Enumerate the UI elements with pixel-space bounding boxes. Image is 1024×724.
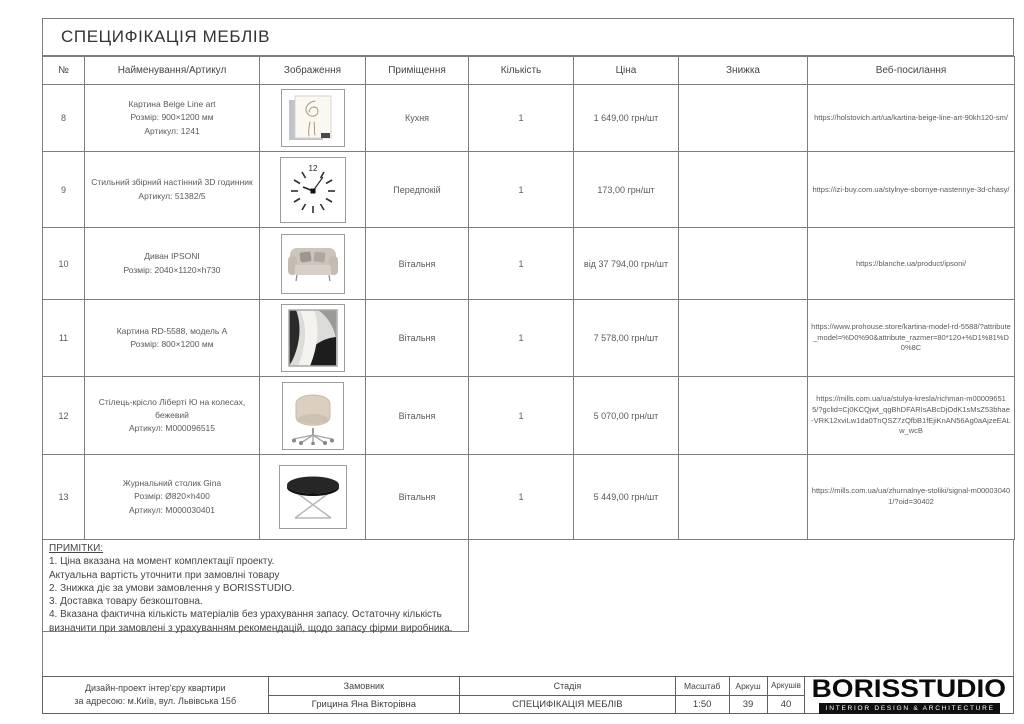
customer-cell [269,677,461,713]
quantity-cell: 1 [469,228,574,300]
stage-value: СПЕЦИФІКАЦІЯ МЕБЛІВ [512,698,623,710]
link-cell [808,85,1015,152]
product-link[interactable]: https://mills.com.ua/ua/zhurnalnye-stoliki/signal-m000030401/?oid=30402 [811,486,1011,506]
item-name-cell [85,85,260,152]
table-row [43,152,1015,228]
item-name-cell [85,300,260,377]
page-title: СПЕЦИФІКАЦІЯ МЕБЛІВ [61,27,271,46]
item-name: Журнальний столик Gina [122,478,222,489]
row-number-cell: 13 [43,455,85,540]
item-image-cell [260,152,366,228]
product-link[interactable]: https://holstovich.art/ua/kartina-beige-line-art-90kh120-sm/ [814,113,1008,123]
item-name-cell [85,228,260,300]
product-link[interactable]: https://izi-buy.com.ua/stylnye-sbornye-nastennye-3d-chasy/ [812,184,1010,194]
room-cell: Вітальня [366,228,469,300]
note-line: Актуальна вартість уточнити при замовлні товару [49,569,280,581]
project-line1: Дизайн-проект інтер'єру квартири [84,682,226,693]
discount-cell [679,152,808,228]
link-cell [808,377,1015,455]
item-article: Артикул: M000096515 [128,423,216,434]
title-block-footer [42,676,1014,714]
sheets-label: Аркушів [768,677,805,696]
scale-value: 1:50 [692,698,712,710]
column-header-room: Приміщення [366,57,469,85]
product-image-sofa [281,234,345,294]
column-header-name: Найменування/Артикул [85,57,260,85]
sheet-value: 39 [742,698,754,710]
studio-logo [805,674,1013,713]
row-number-cell: 11 [43,300,85,377]
note-line: визначити при замовлені з урахуванням рекомендацій, щодо запасу фірми виробника. [49,622,453,634]
item-size: Розмір: 900×1200 мм [130,112,214,123]
note-line: 2. Знижка діє за умови замовлення у BORISSTUDIO. [49,582,295,594]
item-image-cell [260,377,366,455]
discount-cell [679,377,808,455]
link-cell [808,152,1015,228]
link-cell [808,300,1015,377]
link-cell [808,455,1015,540]
item-size: Розмір: 800×1200 мм [130,339,214,349]
quantity-cell: 1 [469,455,574,540]
table-row [43,455,1015,540]
quantity-cell: 1 [469,300,574,377]
customer-label: Замовник [269,677,460,696]
sheet-label: Аркуш [730,677,767,696]
quantity-cell: 1 [469,152,574,228]
item-image-cell [260,228,366,300]
item-article: Артикул: 51382/5 [138,190,206,201]
room-cell: Вітальня [366,455,469,540]
price-cell: від 37 794,00 грн/шт [574,228,679,300]
discount-cell [679,300,808,377]
sheets-total-cell [768,677,806,713]
row-number-cell: 12 [43,377,85,455]
item-article: Артикул: M000030401 [128,504,216,515]
price-cell: 5 070,00 грн/шт [574,377,679,455]
item-name-cell [85,455,260,540]
table-row [43,377,1015,455]
logo-text: BORISSTUDIO [811,674,1007,703]
item-name: Диван IPSONI [144,251,200,262]
quantity-cell: 1 [469,85,574,152]
notes-box [42,539,469,632]
link-cell [808,228,1015,300]
scale-cell [676,677,730,713]
item-name: Стілець-крісло Ліберті Ю на колесах, бежевий [98,396,246,420]
column-header-discount: Знижка [679,57,808,85]
item-size: Розмір: 2040×1120×h730 [123,264,221,275]
product-image-wall-clock [280,157,346,223]
header-row [43,57,1015,85]
product-image-coffee-table [279,465,347,529]
item-name: Картина RD-5588, модель А [116,325,228,336]
quantity-cell: 1 [469,377,574,455]
item-name-cell [85,152,260,228]
price-cell: 1 649,00 грн/шт [574,85,679,152]
spec-table [42,56,1015,540]
note-line: 4. Вказана фактична кількість матеріалів без урахування запасу. Остаточну кількість [49,609,442,621]
item-article: Артикул: 1241 [144,125,200,136]
item-image-cell [260,455,366,540]
discount-cell [679,455,808,540]
product-image-office-chair [282,382,344,450]
room-cell: Передпокій [366,152,469,228]
room-cell: Вітальня [366,300,469,377]
project-info [43,677,269,713]
logo-tagline: INTERIOR DESIGN & ARCHITECTURE [819,703,1000,714]
item-size: Розмір: Ø820×h400 [134,491,210,502]
product-link[interactable]: https://www.prohouse.store/kartina-model-rd-5588/?attribute_model=%D0%90&attribute_razmer=80*120+%D1%81%D0%8C [811,321,1011,353]
stage-cell [460,677,676,713]
project-line2: за адресою: м.Київ, вул. Львівська 15б [74,696,237,706]
price-cell: 5 449,00 грн/шт [574,455,679,540]
note-line: 3. Доставка товару безкоштовна. [49,596,203,608]
scale-label: Масштаб [676,677,729,696]
item-name-cell [85,377,260,455]
product-image-abstract-painting [281,304,345,372]
item-name: Стильний збірний настінний 3D годинник [91,177,253,188]
item-image-cell [260,300,366,377]
column-header-number: № [43,57,85,85]
notes-heading: ПРИМІТКИ: [49,543,104,554]
discount-cell [679,85,808,152]
row-number-cell: 9 [43,152,85,228]
room-cell: Кухня [366,85,469,152]
table-row [43,300,1015,377]
product-link[interactable]: https://blanche.ua/product/ipsoni/ [855,258,967,268]
title-box [42,18,1014,56]
price-cell: 173,00 грн/шт [574,152,679,228]
price-cell: 7 578,00 грн/шт [574,300,679,377]
column-header-link: Веб-посилання [808,57,1015,85]
discount-cell [679,228,808,300]
row-number-cell: 10 [43,228,85,300]
sheet-number-cell [730,677,768,713]
customer-name: Грицина Яна Вікторівна [311,698,417,710]
sheets-value: 40 [780,698,792,710]
svg-text:12: 12 [308,163,317,173]
stage-label: Стадія [460,677,675,696]
item-name: Картина Beige Line art [128,99,216,110]
row-number-cell: 8 [43,85,85,152]
column-header-image: Зображення [260,57,366,85]
product-image-line-art-painting [281,89,345,147]
item-image-cell [260,85,366,152]
product-link[interactable]: https://mills.com.ua/ua/stulya-kresla/richman-m000096515/?gclid=Cj0KCQjwt_qgBhDFARIsABcDjOdK1sMsZ53bhae-VRK12xviLw1da0TnQSZ7zQfbB1fEjiKnAN56Ag0aAjzeEALw_wcB [811,393,1011,436]
table-row [43,85,1015,152]
column-header-price: Ціна [574,57,679,85]
column-header-quantity: Кількість [469,57,574,85]
room-cell: Вітальня [366,377,469,455]
note-line: 1. Ціна вказана на момент комплектації проекту. [49,556,275,568]
table-row [43,228,1015,300]
